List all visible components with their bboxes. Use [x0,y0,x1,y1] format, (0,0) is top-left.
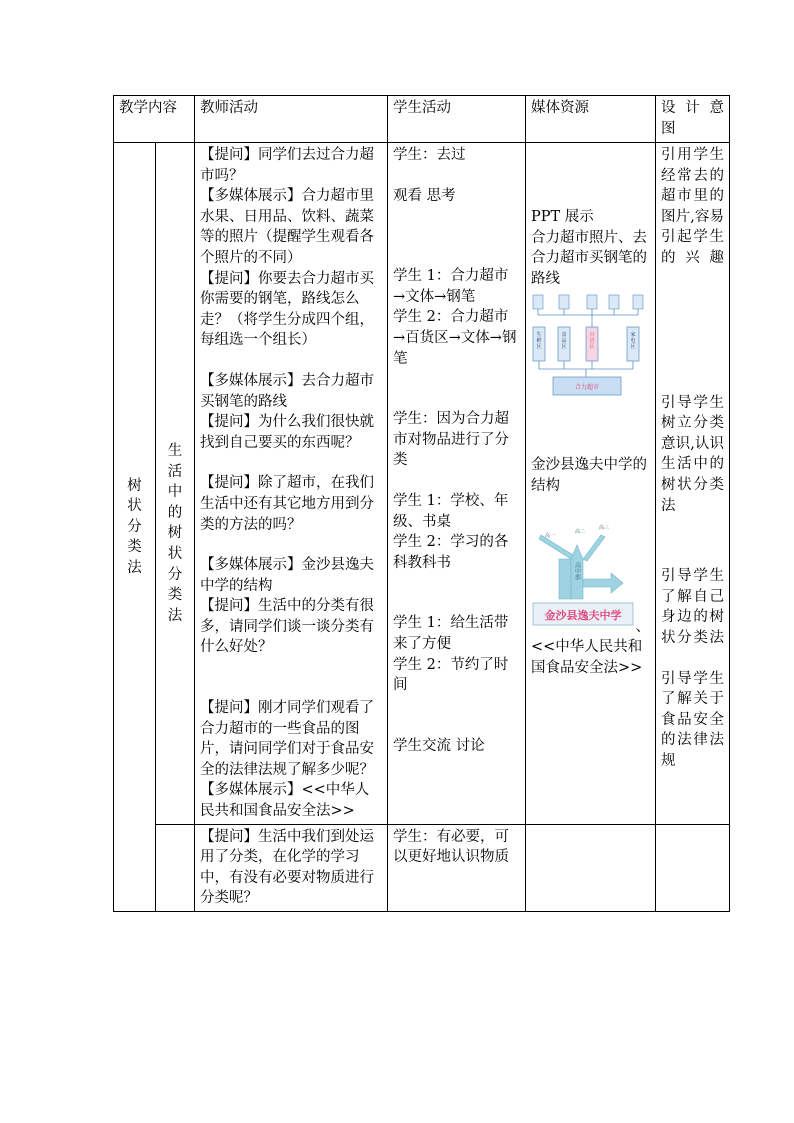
media-resources [526,143,656,825]
vertical-char: 生 [167,443,183,459]
vertical-char: 类 [127,539,142,556]
empty-cell [656,824,730,911]
main-row [114,143,730,825]
student-item: 学生：去过 [393,147,466,163]
school-structure-diagram [531,499,651,629]
teacher-item: 【多媒体展示】合力超市里水果、日用品、饮料、蔬菜等的照片（提醒学生观看各个照片的不同） [200,188,374,266]
tree-level1-label: 家电区 [630,332,636,351]
teacher-item: 【提问】同学们去过合力超市吗？ [200,147,374,184]
vertical-char: 分 [167,566,183,583]
student-item: 学生 1：学校、年级、书桌 [393,492,509,530]
empty-cell [526,824,656,911]
media-ppt: PPT 展示 [531,209,594,225]
intent-item: 引导学生了解关于食品安全的法律法规 [661,670,724,769]
section-label [114,476,155,579]
teacher-item: 【多媒体展示】金沙县逸夫中学的结构 [200,557,374,594]
tree-level1-label: 生鲜区 [536,332,542,351]
header-teacher: 教师活动 [195,96,388,143]
last-student: 学生：有必要，可以更好地认识物质 [388,824,526,911]
tree-level1-label: 食品区 [561,332,567,351]
vertical-char: 法 [127,559,142,576]
subsection-label-cell [156,143,195,825]
lesson-plan-table [113,95,730,912]
intent-item: 引导学生树立分类意识,认识生活中的树状分类法 [661,394,724,514]
teacher-item: 【多媒体展示】<<中华人民共和国食品安全法>> [200,782,370,820]
teacher-item: 【提问】除了超市，在我们生活中还有其它地方用到分类的方法的吗？ [200,475,374,533]
header-row [114,96,730,143]
teacher-item: 【提问】生活中的分类有很多，请同学们谈一谈分类有什么好处？ [200,598,374,656]
law-prefix: 、 [635,618,650,635]
teacher-item: 【提问】为什么我们很快就找到自己要买的东西呢？ [200,414,374,451]
vertical-char: 活 [167,463,183,480]
header-content: 教学内容 [114,96,195,143]
student-item: 学生 2：节约了时间 [393,656,509,694]
vertical-char: 的 [167,504,183,521]
teacher-item: 【多媒体展示】去合力超市买钢笔的路线 [200,372,374,410]
vertical-char: 法 [167,607,183,624]
supermarket-tree-diagram [531,291,647,403]
media-law [531,617,650,679]
student-item: 学生 2：学习的各科教科书 [393,534,509,571]
last-row [114,824,730,911]
empty-cell [156,824,195,911]
level1-boxes [533,327,639,361]
media-school: 金沙县逸夫中学的结构 [531,457,647,494]
vertical-char: 中 [167,484,183,501]
school-branch-label: 高中部 [573,561,581,580]
student-item: 观看 思考 [393,187,456,204]
school-branch-label: 高一 [545,532,556,539]
tree-level1-label: 百货区 [589,332,595,351]
vertical-char: 状 [127,498,142,515]
tree-root-label: 合力超市 [574,384,600,392]
vertical-char: 状 [167,545,183,562]
header-media: 媒体资源 [526,96,656,143]
top-items [533,295,643,309]
teacher-item: 【提问】你要去合力超市买你需要的钢笔，路线怎么走？（将学生分成四个组，每组选一个组长） [200,270,374,349]
student-item: 学生交流 讨论 [393,737,485,754]
teacher-item: 【提问】刚才同学们观看了合力超市的一些食品的图片，请问同学们对于食品安全的法律法规了解多少呢？ [200,700,374,778]
subsection-label [156,441,194,626]
school-title: 金沙县逸夫中学 [544,608,622,622]
student-activities [388,143,526,825]
student-item: 学生 1：合力超市→文体→钢笔 [393,268,509,305]
law-text: <<中华人民共和国食品安全法>> [531,639,643,676]
vertical-char: 分 [127,518,142,535]
header-student: 学生活动 [388,96,526,143]
student-item: 学生：因为合力超市对物品进行了分类 [393,411,509,469]
section-label-cell [114,143,156,912]
header-intent: 设 计 意 图 [656,96,730,143]
teacher-activities [195,143,388,825]
student-item: 学生 2：合力超市→百货区→文体→钢笔 [393,309,517,367]
design-intent [656,143,730,825]
school-branch-label: 高三 [599,524,610,531]
school-branch-label: 高二 [575,528,586,535]
student-item: 学生 1：给生活带来了方便 [393,615,509,652]
last-teacher: 【提问】生活中我们到处运用了分类，在化学的学习中，有没有必要对物质进行分类呢？ [195,824,388,911]
media-ppt-desc: 合力超市照片、去合力超市买钢笔的路线 [531,229,647,287]
vertical-char: 树 [167,525,183,542]
vertical-char: 树 [127,477,142,494]
vertical-char: 类 [167,587,183,604]
intent-item: 引用学生经常去的超市里的图片,容易引起学生的兴趣 [661,147,724,266]
intent-item: 引导学生了解自己身边的树状分类法 [661,568,724,646]
